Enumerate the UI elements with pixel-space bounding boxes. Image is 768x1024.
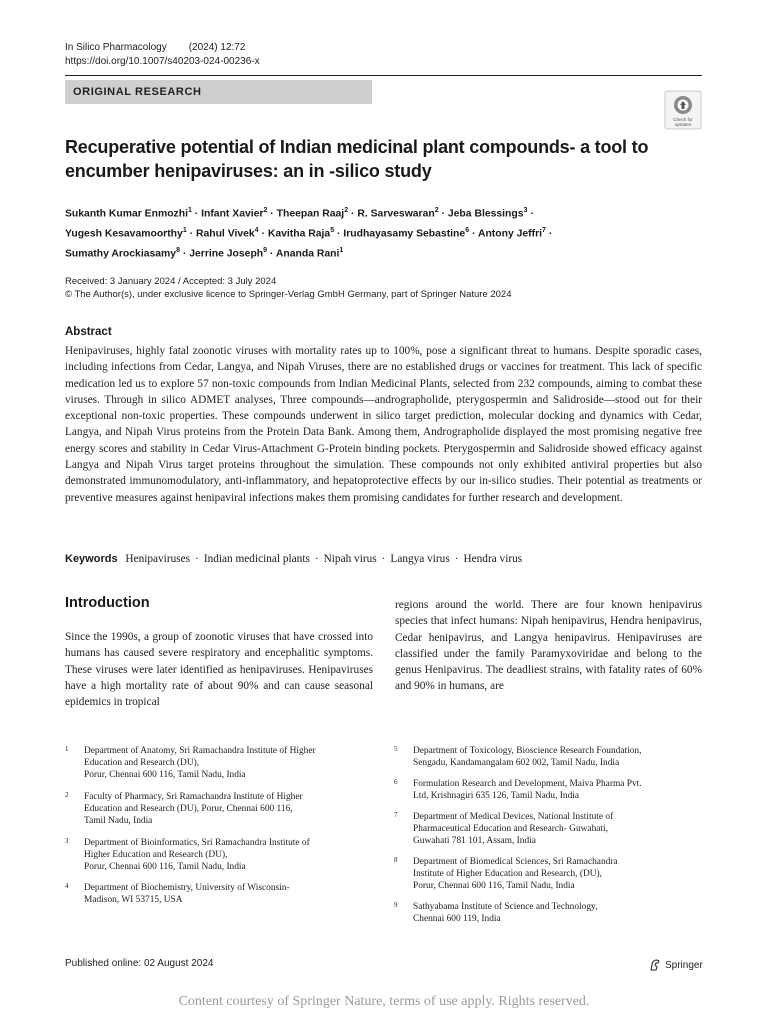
abstract-text: Henipaviruses, highly fatal zoonotic viruses with mortality rates up to 100%, pose a significant threat to humans. Despite sporadic cases, including infections from Cedar, Langya, and Nipah Viruses, there are no established drugs or vaccines for treatment. This lack of specific medication led us to explore 57 non-toxic compounds from Indian Medicinal Plants, selected from 232 compounds, aiming to combat these viruses. Through in silico ADMET analyses, Three compounds—andrographolide, pterygospermin and Salidroside—stood out for their exceptional non-toxic properties. These compounds underwent in silico target prediction, molecular docking and dynamics with Cedar, Langya, and Nipah Virus proteins from the Protein Data Bank. Among them, Andrographolide displayed the most promising negative free energy scores and stability in Cedar Virus-Attachment G-Protein binding pockets. Pterygospermin and Salidroside showed efficacy against Langya and Nipah Virus target proteins throughout the simulation. These compounds not only exhibited antiviral properties but also demonstrated immunomodulatory, anti-inflammatory, and hepatoprotective effects by our in-silico studies. Their potential as treatments or preventive measures against henipaviral infections makes them promising candidates for further research and development. xyxy=(65,345,702,504)
author-separator: · xyxy=(186,228,196,240)
title-line-1: Recuperative potential of Indian medicinal plant compounds- a tool to xyxy=(65,137,649,157)
introduction-heading: Introduction xyxy=(65,595,150,611)
affiliation-number: 2 xyxy=(65,791,69,799)
affiliation-line: Faculty of Pharmacy, Sri Ramachandra Institute of Higher xyxy=(84,792,303,802)
affiliation-line: Formulation Research and Development, Maiva Pharma Pvt. xyxy=(413,779,642,789)
affiliation-line: Sathyabama Institute of Science and Technology, xyxy=(413,902,598,912)
author-separator: · xyxy=(545,228,553,240)
keyword: Langya virus xyxy=(390,553,450,565)
author-separator: · xyxy=(267,248,276,260)
author-affiliation-ref[interactable]: 3 xyxy=(523,207,528,214)
affiliation-line: Sengadu, Kandamangalam 602 002, Tamil Nadu, India xyxy=(413,757,620,768)
author-name[interactable]: Antony Jeffri xyxy=(477,228,543,240)
affiliation-number: 3 xyxy=(65,837,69,845)
springer-horse-icon xyxy=(648,958,662,972)
check-for-updates-icon xyxy=(664,90,702,130)
affiliation-line: Education and Research (DU), Porur, Chennai 600 116, xyxy=(84,803,293,814)
title-line-2: encumber henipaviruses: an in -silico study xyxy=(65,161,432,181)
keyword: Hendra virus xyxy=(463,553,523,565)
author-line xyxy=(65,243,705,263)
affiliation-line: Chennai 600 119, India xyxy=(413,913,501,924)
affiliation-number: 1 xyxy=(65,745,69,753)
keyword-separator: · xyxy=(454,553,459,565)
author-affiliation-ref[interactable]: 4 xyxy=(254,226,259,234)
author-name[interactable]: Sumathy Arockiasamy xyxy=(65,248,177,260)
author-separator: · xyxy=(334,228,344,240)
abstract-heading: Abstract xyxy=(65,326,112,338)
author-list xyxy=(65,203,705,263)
affiliation-line: Department of Toxicology, Bioscience Research Foundation, xyxy=(413,746,642,756)
affiliation-text xyxy=(84,746,384,781)
author-name[interactable]: Theepan Raaj xyxy=(276,208,345,220)
courtesy-notice: Content courtesy of Springer Nature, terms of use apply. Rights reserved. xyxy=(178,994,590,1009)
author-name[interactable]: Irudhayasamy Sebastine xyxy=(343,228,466,240)
copyright-notice: © The Author(s), under exclusive licence to Springer-Verlag GmbH Germany, part of Springer Nature 2024 xyxy=(65,288,512,300)
journal-volume: (2024) 12:72 xyxy=(188,42,246,53)
author-name[interactable]: Rahul Vivek xyxy=(195,228,255,240)
author-line xyxy=(65,203,705,223)
affiliation-text xyxy=(413,812,713,847)
affiliation-line: Institute of Higher Education and Research, (DU), xyxy=(413,868,603,879)
affiliation-text xyxy=(413,746,713,770)
badge-line2: updates xyxy=(674,122,692,127)
affiliation-text xyxy=(84,838,384,873)
affiliation-line: Ltd, Krishnagiri 635 126, Tamil Nadu, India xyxy=(413,790,580,801)
author-affiliation-ref[interactable]: 2 xyxy=(263,207,268,214)
affiliation-line: Education and Research (DU), xyxy=(84,757,200,768)
author-affiliation-ref[interactable]: 8 xyxy=(176,246,180,254)
author-name[interactable]: R. Sarveswaran xyxy=(357,208,435,220)
badge-line1: Check for xyxy=(673,117,693,122)
affiliation-line: Porur, Chennai 600 116, Tamil Nadu, India xyxy=(84,769,246,780)
author-affiliation-ref[interactable]: 5 xyxy=(330,226,335,234)
author-name[interactable]: Kavitha Raja xyxy=(267,228,331,240)
check-for-updates-badge[interactable] xyxy=(664,90,702,130)
article-title xyxy=(65,135,695,183)
introduction-right-column: regions around the world. There are four known henipavirus species that infect humans: Nipah henipavirus, Hendra henipavirus, Cedar henipavirus, and Langya henipavirus. Henipaviruses are classified under the family Paramyxoviridae and belong to the genus Henipavirus. The deadliest strains, with fatality rates of 60% and 90% in humans, are xyxy=(395,599,702,693)
affiliation-text xyxy=(413,857,713,892)
affiliation-line: Pharmaceutical Education and Research- Guwahati, xyxy=(413,823,608,834)
affiliation-number: 9 xyxy=(394,901,398,909)
header-divider xyxy=(65,75,702,76)
author-separator: · xyxy=(179,248,190,260)
author-separator: · xyxy=(348,208,358,220)
affiliation-text xyxy=(84,883,384,907)
keywords-label: Keywords xyxy=(65,553,118,565)
affiliation-line: Department of Medical Devices, National Institute of xyxy=(413,812,614,822)
author-name[interactable]: Jerrine Joseph xyxy=(189,248,264,260)
author-affiliation-ref[interactable]: 1 xyxy=(339,246,344,254)
keyword-separator: · xyxy=(195,553,199,565)
author-affiliation-ref[interactable]: 7 xyxy=(542,226,546,234)
affiliation-line: Higher Education and Research (DU), xyxy=(84,849,228,860)
author-affiliation-ref[interactable]: 1 xyxy=(187,207,192,214)
affiliation-number: 7 xyxy=(394,811,398,819)
keyword: Indian medicinal plants xyxy=(203,553,310,565)
author-affiliation-ref[interactable]: 1 xyxy=(182,226,187,234)
author-separator: · xyxy=(258,228,268,240)
article-type-banner: ORIGINAL RESEARCH xyxy=(65,80,372,104)
author-separator: · xyxy=(191,208,202,220)
affiliation-number: 5 xyxy=(394,745,398,753)
affiliation-line: Porur, Chennai 600 116, Tamil Nadu, India xyxy=(413,880,575,891)
author-name[interactable]: Sukanth Kumar Enmozhi xyxy=(65,208,188,220)
keyword: Nipah virus xyxy=(323,553,377,565)
affiliation-line: Department of Anatomy, Sri Ramachandra Institute of Higher xyxy=(84,746,316,756)
author-name[interactable]: Ananda Rani xyxy=(275,248,340,260)
author-affiliation-ref[interactable]: 6 xyxy=(465,226,470,234)
doi-link[interactable]: https://doi.org/10.1007/s40203-024-00236-x xyxy=(65,56,260,67)
author-separator: · xyxy=(438,208,448,220)
author-separator: · xyxy=(267,208,277,220)
affiliation-text xyxy=(84,792,384,827)
affiliation-line: Department of Biomedical Sciences, Sri Ramachandra xyxy=(413,857,618,867)
keyword: Henipaviruses xyxy=(125,553,191,565)
author-affiliation-ref[interactable]: 9 xyxy=(263,246,268,254)
affiliation-line: Tamil Nadu, India xyxy=(84,815,153,826)
affiliation-line: Porur, Chennai 600 116, Tamil Nadu, India xyxy=(84,861,246,872)
affiliation-line: Department of Biochemistry, University of Wisconsin- xyxy=(84,883,290,893)
author-line xyxy=(65,223,705,243)
author-name[interactable]: Jeba Blessings xyxy=(447,208,524,220)
affiliation-number: 6 xyxy=(394,778,398,786)
received-accepted: Received: 3 January 2024 / Accepted: 3 July 2024 xyxy=(65,276,277,287)
affiliation-line: Madison, WI 53715, USA xyxy=(84,894,183,905)
springer-label: Springer xyxy=(665,959,703,971)
keyword-separator: · xyxy=(314,553,319,565)
author-separator: · xyxy=(469,228,478,240)
author-affiliation-ref[interactable]: 2 xyxy=(434,207,439,214)
keyword-separator: · xyxy=(381,553,386,565)
journal-citation xyxy=(65,41,245,55)
springer-logo[interactable] xyxy=(648,958,703,972)
published-online: Published online: 02 August 2024 xyxy=(65,958,214,969)
article-dates xyxy=(65,276,512,301)
affiliation-line: Guwahati 781 101, Assam, India xyxy=(413,835,536,846)
affiliation-line: Department of Bioinformatics, Sri Ramachandra Institute of xyxy=(84,838,310,848)
affiliation-text xyxy=(413,902,713,926)
affiliation-number: 8 xyxy=(394,856,398,864)
author-separator: · xyxy=(527,208,534,220)
affiliation-number: 4 xyxy=(65,882,69,890)
keywords xyxy=(65,552,522,566)
affiliation-text xyxy=(413,779,713,803)
author-affiliation-ref[interactable]: 2 xyxy=(344,207,349,214)
introduction-left-column: Since the 1990s, a group of zoonotic viruses that have crossed into humans has caused severe respiratory and encephalitic symptoms. These viruses were later identified as henipaviruses. Henipaviruses have a high mortality rate of about 90% and can cause seasonal epidemics in tropical xyxy=(65,631,373,709)
author-name[interactable]: Yugesh Kesavamoorthy xyxy=(65,228,183,240)
author-name[interactable]: Infant Xavier xyxy=(201,208,264,220)
journal-name: In Silico Pharmacology xyxy=(65,42,167,53)
